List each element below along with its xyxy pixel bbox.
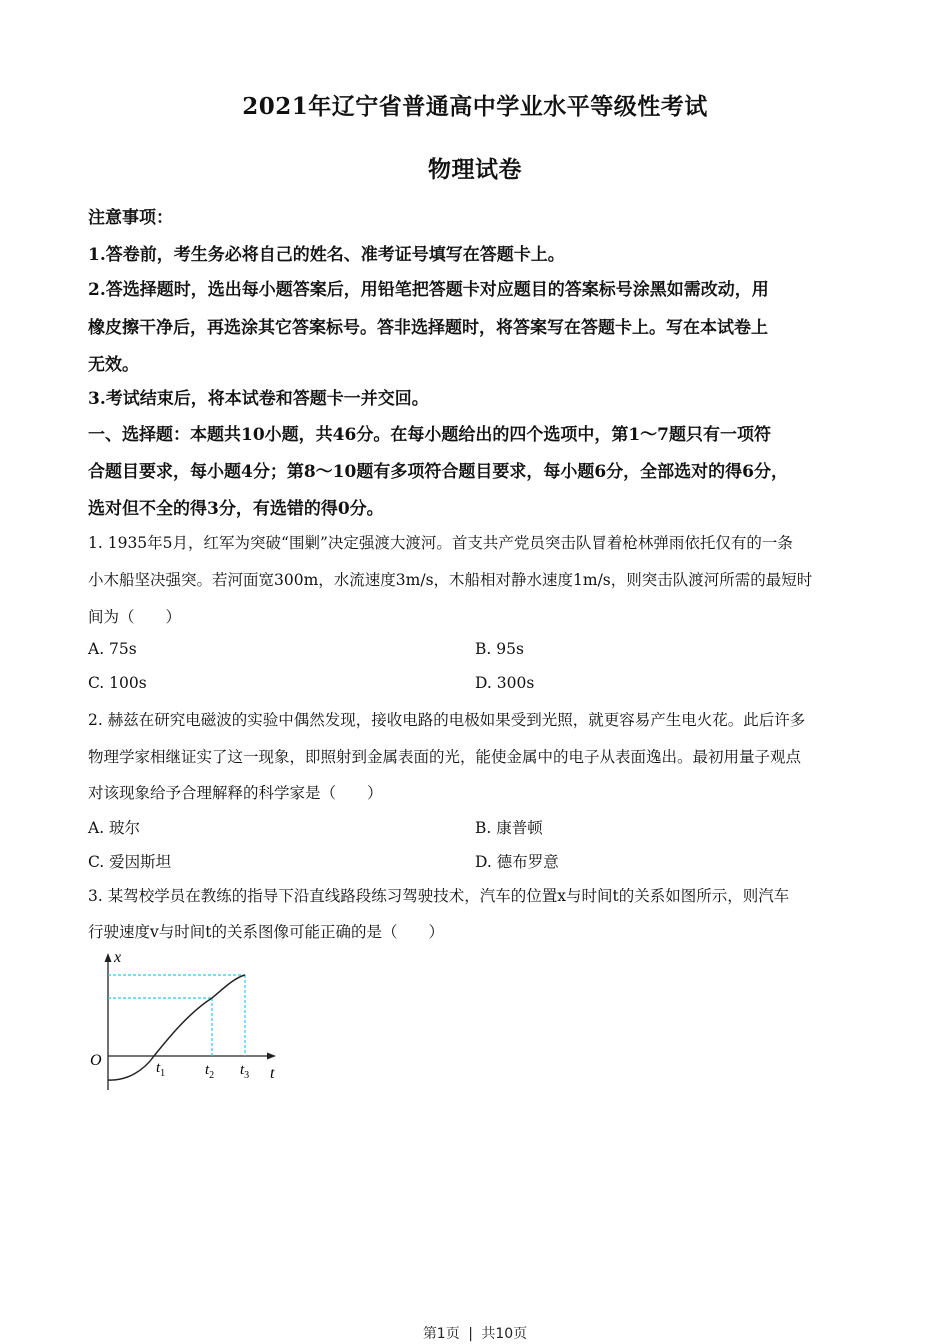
- question-2-line-1: 2. 赫兹在研究电磁波的实验中偶然发现，接收电路的电极如果受到光照，就更容易产生电火花。此后许多: [88, 711, 806, 729]
- question-2-line-2: 物理学家相继证实了这一现象，即照射到金属表面的光，能使金属中的电子从表面逸出。最初用量子观点: [88, 748, 802, 766]
- x-axis-label: t: [270, 1065, 275, 1082]
- question-1-option-c: C. 100s: [88, 674, 147, 692]
- question-1-line-3: 间为（ ）: [88, 608, 182, 626]
- y-axis-arrow-icon: [105, 953, 112, 962]
- notice-item-1: 1.答卷前，考生务必将自己的姓名、准考证号填写在答题卡上。: [88, 245, 565, 265]
- position-curve: [108, 975, 245, 1080]
- footer-total-pages: 共10页: [481, 1326, 528, 1342]
- notice-heading: 注意事项：: [88, 208, 173, 228]
- x-axis-arrow-icon: [267, 1053, 276, 1060]
- question-1-option-a: A. 75s: [88, 640, 137, 658]
- t2-label: $t_2$: [205, 1062, 215, 1081]
- question-2-option-c: C. 爱因斯坦: [88, 853, 172, 871]
- notice-item-3: 3.考试结束后，将本试卷和答题卡一并交回。: [88, 389, 429, 409]
- footer-separator: |: [468, 1326, 473, 1342]
- exam-subtitle: 物理试卷: [428, 156, 522, 183]
- exam-title: 2021年辽宁省普通高中学业水平等级性考试: [242, 93, 708, 120]
- position-time-graph: [82, 948, 282, 1098]
- question-2-option-a: A. 玻尔: [88, 819, 141, 837]
- section-1-intro-line-2: 合题目要求，每小题4分；第8～10题有多项符合题目要求，每小题6分，全部选对的得6分，: [88, 462, 788, 482]
- y-axis-label: x: [114, 949, 122, 966]
- t3-label: $t_3$: [240, 1062, 250, 1081]
- origin-label: O: [90, 1052, 102, 1069]
- page-footer: [0, 1323, 950, 1343]
- notice-item-2-line-1: 2.答选择题时，选出每小题答案后，用铅笔把答题卡对应题目的答案标号涂黑如需改动，用: [88, 280, 769, 300]
- section-1-intro-line-3: 选对但不全的得3分，有选错的得0分。: [88, 499, 384, 519]
- question-3-line-2: 行驶速度v与时间t的关系图像可能正确的是（ ）: [88, 923, 444, 941]
- question-2-option-b: B. 康普顿: [475, 819, 543, 837]
- notice-item-2-line-2: 橡皮擦干净后，再选涂其它答案标号。答非选择题时，将答案写在答题卡上。写在本试卷上: [88, 318, 768, 338]
- question-2-option-d: D. 德布罗意: [475, 853, 559, 871]
- t1-label: $t_1$: [156, 1060, 166, 1079]
- question-1-option-d: D. 300s: [475, 674, 535, 692]
- question-1-line-1: 1. 1935年5月，红军为突破“围剿”决定强渡大渡河。首支共产党员突击队冒着枪林弹雨依托仅有的一条: [88, 534, 793, 552]
- question-3-line-1: 3. 某驾校学员在教练的指导下沿直线路段练习驾驶技术，汽车的位置x与时间t的关系如图所示，则汽车: [88, 887, 790, 905]
- section-1-intro-line-1: 一、选择题：本题共10小题，共46分。在每小题给出的四个选项中，第1～7题只有一项符: [88, 425, 771, 445]
- notice-item-2-line-3: 无效。: [88, 355, 139, 375]
- question-1-option-b: B. 95s: [475, 640, 524, 658]
- question-2-line-3: 对该现象给予合理解释的科学家是（ ）: [88, 784, 383, 802]
- question-1-line-2: 小木船坚决强突。若河面宽300m，水流速度3m/s，木船相对静水速度1m/s，则突击队渡河所需的最短时: [88, 571, 813, 589]
- footer-page-number: 第1页: [422, 1326, 460, 1342]
